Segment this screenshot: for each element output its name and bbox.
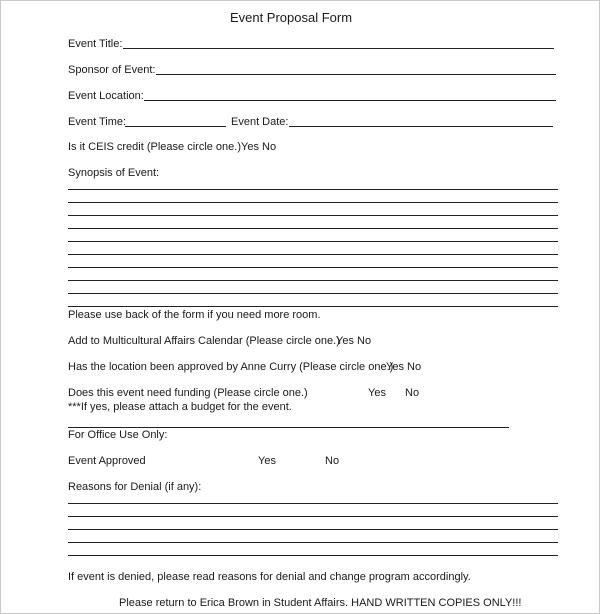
sponsor-line[interactable] <box>156 74 556 75</box>
event-approved-no[interactable]: No <box>325 455 340 467</box>
denial-line[interactable] <box>68 503 558 504</box>
date-line[interactable] <box>289 126 553 127</box>
synopsis-line[interactable] <box>68 254 558 255</box>
calendar-label: Add to Multicultural Affairs Calendar (Please circle one.) <box>68 335 340 347</box>
funding-note: ***If yes, please attach a budget for the event. <box>68 401 292 413</box>
location-label: Event Location: <box>68 90 144 102</box>
calendar-options[interactable]: Yes No <box>336 335 372 347</box>
synopsis-label: Synopsis of Event: <box>68 167 160 179</box>
location-approved-options[interactable]: Yes No <box>386 361 422 373</box>
funding-yes[interactable]: Yes <box>368 387 386 399</box>
form-title: Event Proposal Form <box>229 10 353 25</box>
event-title-line[interactable] <box>123 48 554 49</box>
denied-note: If event is denied, please read reasons for denial and change program accordingly. <box>68 571 471 583</box>
location-approved-label: Has the location been approved by Anne Curry (Please circle one.) <box>68 361 394 373</box>
denial-label: Reasons for Denial (if any): <box>68 481 202 493</box>
event-approved-label: Event Approved <box>68 455 146 467</box>
return-note: Please return to Erica Brown in Student Affairs. HAND WRITTEN COPIES ONLY!!! <box>119 597 522 609</box>
synopsis-line[interactable] <box>68 189 558 190</box>
location-line[interactable] <box>144 100 556 101</box>
office-divider <box>68 427 509 428</box>
synopsis-line[interactable] <box>68 215 558 216</box>
event-title-label: Event Title: <box>68 38 123 50</box>
synopsis-line[interactable] <box>68 267 558 268</box>
synopsis-line[interactable] <box>68 293 558 294</box>
time-line[interactable] <box>125 126 226 127</box>
denial-line[interactable] <box>68 516 558 517</box>
synopsis-line[interactable] <box>68 280 558 281</box>
denial-line[interactable] <box>68 542 558 543</box>
denial-line[interactable] <box>68 529 558 530</box>
synopsis-line[interactable] <box>68 306 558 307</box>
synopsis-line[interactable] <box>68 241 558 242</box>
funding-no[interactable]: No <box>405 387 420 399</box>
denial-line[interactable] <box>68 555 558 556</box>
synopsis-line[interactable] <box>68 202 558 203</box>
ceis-label: Is it CEIS credit (Please circle one.) <box>68 141 242 153</box>
office-label: For Office Use Only: <box>68 429 168 441</box>
ceis-options[interactable]: Yes No <box>241 141 277 153</box>
synopsis-line[interactable] <box>68 228 558 229</box>
back-note: Please use back of the form if you need more room. <box>68 309 321 321</box>
funding-label: Does this event need funding (Please circle one.) <box>68 387 308 399</box>
event-approved-yes[interactable]: Yes <box>258 455 276 467</box>
sponsor-label: Sponsor of Event: <box>68 64 156 76</box>
time-label: Event Time: <box>68 116 127 128</box>
date-label: Event Date: <box>231 116 289 128</box>
